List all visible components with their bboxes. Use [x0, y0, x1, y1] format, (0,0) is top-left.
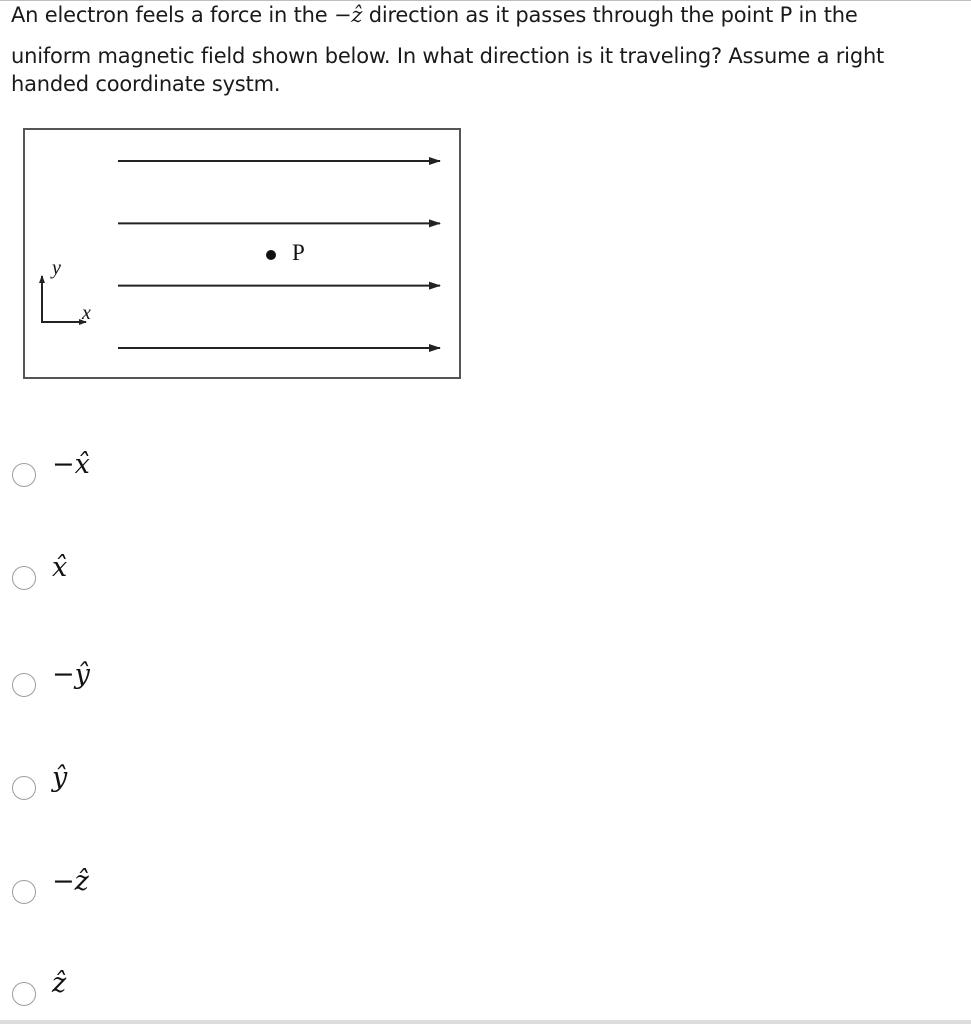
radio-button[interactable] — [12, 566, 36, 590]
point-p-dot — [266, 250, 276, 260]
option-pos-z[interactable] — [12, 964, 312, 1004]
option-neg-x[interactable] — [12, 445, 312, 485]
radio-button[interactable] — [12, 982, 36, 1006]
option-pos-x[interactable] — [12, 548, 312, 588]
y-axis-label: y — [52, 257, 61, 279]
question-line-2: uniform magnetic field shown below. In what direction is it traveling? Assume a right — [11, 44, 885, 68]
option-pos-y[interactable] — [12, 758, 312, 798]
radio-button[interactable] — [12, 673, 36, 697]
option-neg-y[interactable] — [12, 655, 312, 695]
question-line-1-start: An electron feels a force in the — [11, 3, 334, 27]
magnetic-field-diagram — [23, 128, 461, 379]
question-text — [11, 0, 961, 98]
radio-button[interactable] — [12, 776, 36, 800]
force-direction-vector: −ẑ — [333, 3, 363, 27]
option-label: −ŷ — [52, 659, 90, 690]
magnetic-field-figure — [23, 128, 461, 379]
point-p-label: P — [292, 240, 305, 265]
figure-frame — [24, 129, 460, 378]
option-label: ẑ — [52, 968, 67, 999]
question-line-1-end: direction as it passes through the point P in the — [362, 3, 858, 27]
question-line-1 — [11, 0, 961, 32]
radio-button[interactable] — [12, 880, 36, 904]
option-label: ŷ — [52, 762, 68, 793]
x-axis-label: x — [82, 302, 91, 324]
option-label: −x̂ — [52, 449, 90, 480]
radio-button[interactable] — [12, 463, 36, 487]
option-label: x̂ — [52, 552, 68, 583]
question-line-3: handed coordinate systm. — [11, 72, 281, 96]
bottom-divider — [0, 1020, 971, 1024]
option-neg-z[interactable] — [12, 862, 312, 902]
option-label: −ẑ — [52, 866, 89, 897]
